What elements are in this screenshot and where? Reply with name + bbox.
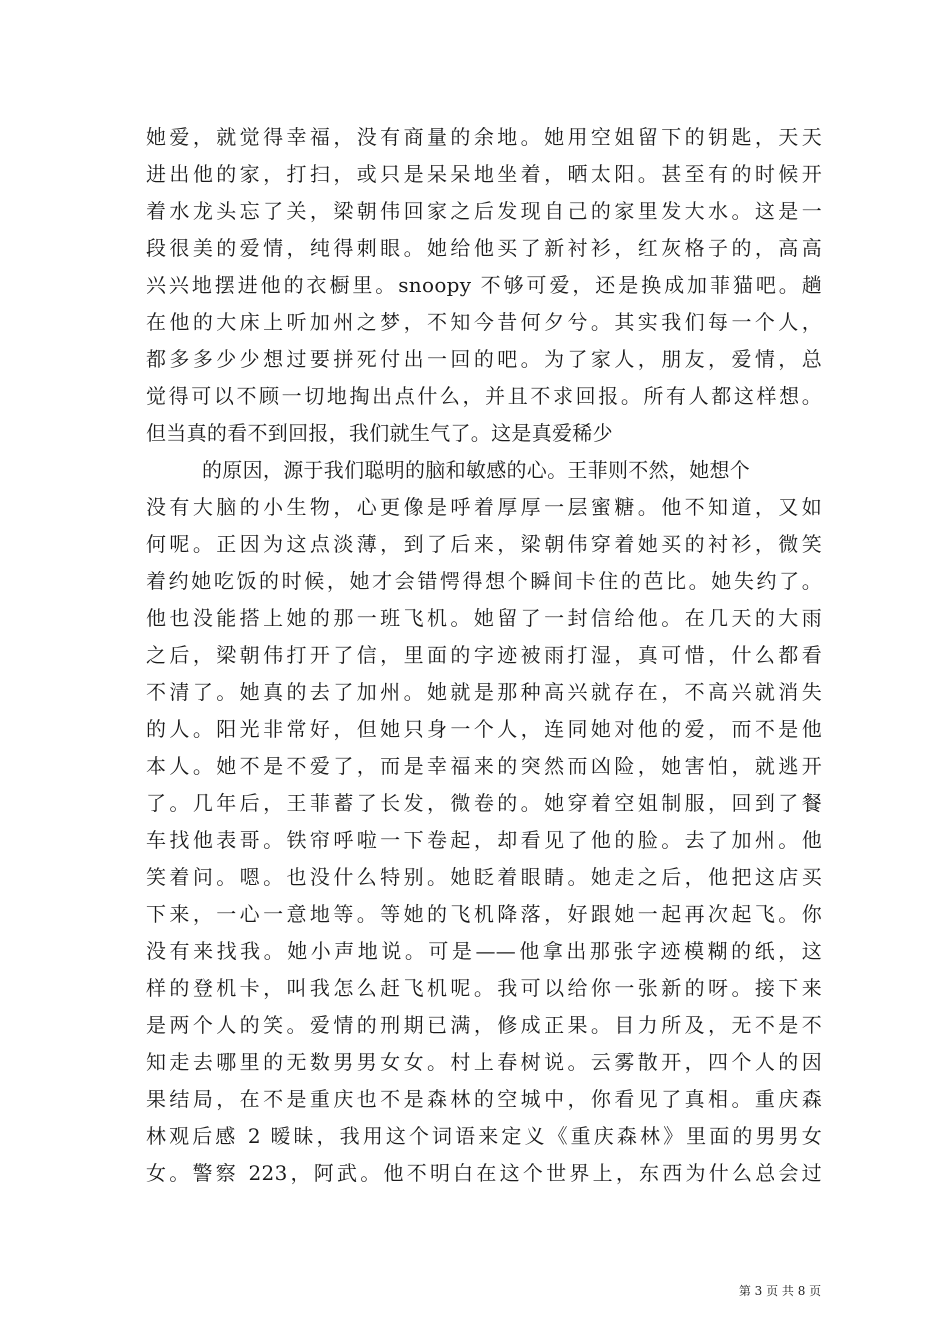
text-line: 何呢。正因为这点淡薄，到了后来，梁朝伟穿着她买的衬衫，微笑 [146,532,822,556]
text-line: 没有大脑的小生物，心更像是呼着厚厚一层蜜糖。他不知道，又如 [146,495,822,519]
text-line: 兴兴地摆进他的衣橱里。snoopy 不够可爱，还是换成加菲猫吧。趟 [146,273,822,297]
text-line: 都多多少少想过要拼死付出一回的吧。为了家人，朋友，爱情，总 [146,347,822,371]
text-line: 是两个人的笑。爱情的刑期已满，修成正果。目力所及，无不是不 [146,1013,822,1037]
text-line: 女。警察 223，阿武。他不明白在这个世界上，东西为什么总会过 [146,1161,822,1185]
text-line: 觉得可以不顾一切地掏出点什么，并且不求回报。所有人都这样想。 [146,384,822,408]
text-line: 的人。阳光非常好，但她只身一个人，连同她对他的爱，而不是他 [146,717,822,741]
text-line: 之后，梁朝伟打开了信，里面的字迹被雨打湿，真可惜，什么都看 [146,643,822,667]
text-line: 进出他的家，打扫，或只是呆呆地坐着，晒太阳。甚至有的时候开 [146,162,822,186]
text-line: 他也没能搭上她的那一班飞机。她留了一封信给他。在几天的大雨 [146,606,822,630]
text-line: 笑着问。嗯。也没什么特别。她眨着眼睛。她走之后，他把这店买 [146,865,822,889]
text-line: 知走去哪里的无数男男女女。村上春树说。云雾散开，四个人的因 [146,1050,822,1074]
text-line: 果结局，在不是重庆也不是森林的空城中，你看见了真相。重庆森 [146,1087,822,1111]
text-line: 着约她吃饭的时候，她才会错愕得想个瞬间卡住的芭比。她失约了。 [146,569,822,593]
text-line: 样的登机卡，叫我怎么赶飞机呢。我可以给你一张新的呀。接下来 [146,976,822,1000]
text-line: 下来，一心一意地等。等她的飞机降落，好跟她一起再次起飞。你 [146,902,822,926]
page-number: 第 3 页 共 8 页 [738,1284,822,1298]
text-line: 段很美的爱情，纯得刺眼。她给他买了新衬衫，红灰格子的，高高 [146,236,822,260]
text-line: 但当真的看不到回报，我们就生气了。这是真爱稀少 [146,421,613,445]
page-footer [0,1282,950,1299]
text-line: 没有来找我。她小声地说。可是——他拿出那张字迹模糊的纸，这 [146,939,822,963]
text-line: 本人。她不是不爱了，而是幸福来的突然而凶险，她害怕，就逃开 [146,754,822,778]
text-line: 在他的大床上听加州之梦，不知今昔何夕兮。其实我们每一个人， [146,310,822,334]
text-line: 着水龙头忘了关，梁朝伟回家之后发现自己的家里发大水。这是一 [146,199,822,223]
text-line-indented: 的原因，源于我们聪明的脑和敏感的心。王菲则不然，她想个 [202,458,751,482]
text-line: 不清了。她真的去了加州。她就是那种高兴就存在，不高兴就消失 [146,680,822,704]
text-line: 林观后感 2 暧昧，我用这个词语来定义《重庆森林》里面的男男女 [146,1124,822,1148]
body-text [146,119,822,1192]
text-line: 车找他表哥。铁帘呼啦一下卷起，却看见了他的脸。去了加州。他 [146,828,822,852]
text-line: 了。几年后，王菲蓄了长发，微卷的。她穿着空姐制服，回到了餐 [146,791,822,815]
text-line: 她爱，就觉得幸福，没有商量的余地。她用空姐留下的钥匙，天天 [146,125,822,149]
